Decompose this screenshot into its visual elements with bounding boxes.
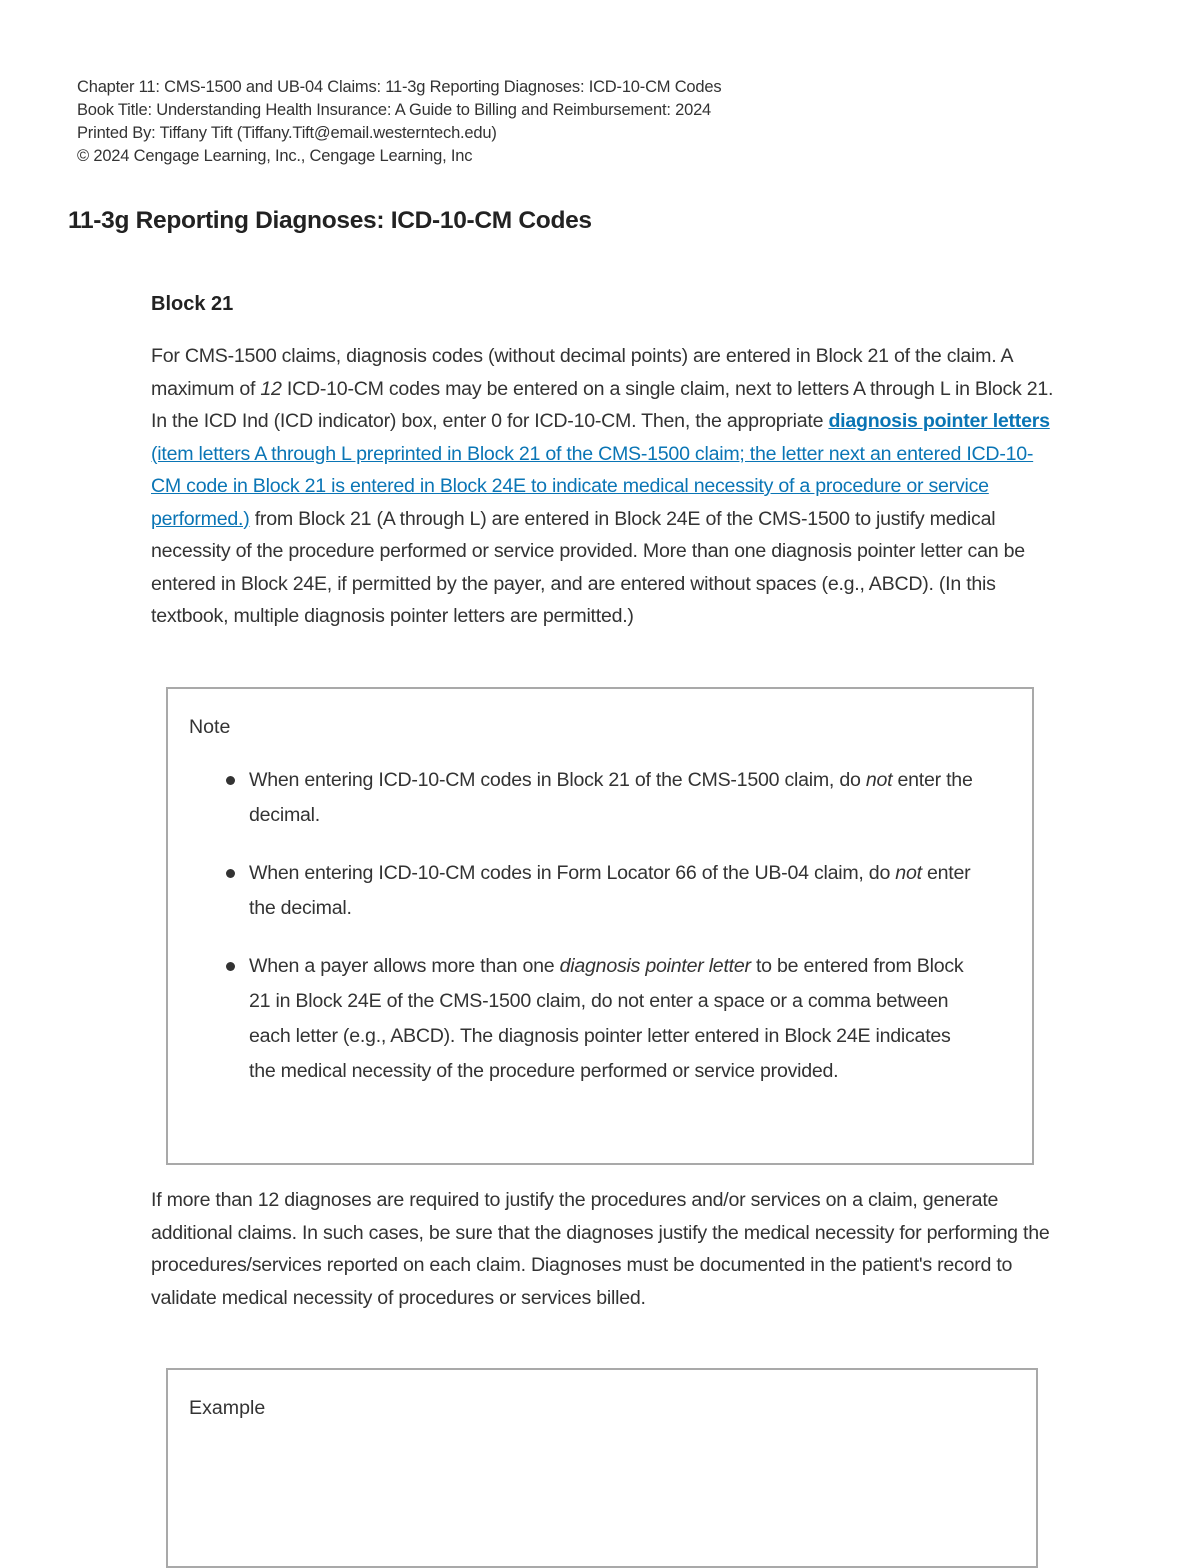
block-heading: Block 21 [151,293,234,315]
page-title: 11-3g Reporting Diagnoses: ICD-10-CM Codes [68,207,592,234]
example-box [166,1368,1038,1568]
note-item [189,856,979,926]
intro-paragraph [151,340,1056,633]
note-list [189,763,979,1112]
note-box [166,687,1034,1165]
printed-by-line: Printed By: Tiffany Tift (Tiffany.Tift@email.westerntech.edu) [77,124,497,142]
glossary-definition[interactable]: (item letters A through L preprinted in Block 21 of the CMS-1500 claim; the letter next an entered ICD-10-CM code in Block 21 is entered in Block 24E to indicate medical necessity of a procedure or service performed.) [151,442,1034,530]
note-item-text: When entering ICD-10-CM codes in Form Locator 66 of the UB-04 claim, do [249,862,896,884]
note-item [189,763,979,833]
bullet-icon [226,869,235,878]
copyright-line: © 2024 Cengage Learning, Inc., Cengage Learning, Inc [77,147,473,165]
intro-emphasis: 12 [260,377,282,400]
chapter-line: Chapter 11: CMS-1500 and UB-04 Claims: 11-3g Reporting Diagnoses: ICD-10-CM Codes [77,78,722,96]
intro-text-1: For CMS-1500 claims, diagnosis codes (without decimal points) are entered in Block 21 of the claim. A maximum of [151,345,1013,400]
intro-text-2: ICD-10-CM codes may be entered on a single claim, next to letters A through L in Block 21. In the ICD Ind (ICD indicator) box, enter 0 for ICD-10-CM. Then, the appropriate [151,377,1054,432]
note-item-text: When entering ICD-10-CM codes in Block 21 of the CMS-1500 claim, do [249,769,866,791]
note-item-text: When a payer allows more than one [249,955,560,977]
bullet-icon [226,962,235,971]
followup-paragraph: If more than 12 diagnoses are required to justify the procedures and/or services on a claim, generate additional claims. In such cases, be sure that the diagnoses justify the medical necessity for performing the procedures/services reported on each claim. Diagnoses must be documented in the patient's record to validate medical necessity of procedures or services billed. [151,1189,1050,1309]
note-item-emphasis: not [865,769,893,791]
note-item-emphasis: not [895,862,922,884]
example-label: Example [189,1397,266,1419]
print-header [77,76,721,168]
note-item-text: enter the decimal. [249,862,971,919]
note-item-emphasis: diagnosis pointer letter [559,955,751,977]
main-content [151,290,1056,633]
bullet-icon [226,776,235,785]
note-item-text: enter the decimal. [249,769,973,826]
note-item [189,949,979,1089]
book-title-line: Book Title: Understanding Health Insurance: A Guide to Billing and Reimbursement: 2024 [77,101,712,119]
note-label: Note [189,716,231,738]
note-item-text: to be entered from Block 21 in Block 24E of the CMS-1500 claim, do not enter a space or a comma between each letter (e.g., ABCD). The diagnosis pointer letter entered in Block 24E indicates the medical necessity of the procedure performed or service provided. [249,955,964,1082]
glossary-term[interactable]: diagnosis pointer letters [828,410,1050,432]
intro-text-3: from Block 21 (A through L) are entered in Block 24E of the CMS-1500 to justify medical necessity of the procedure performed or service provided. More than one diagnosis pointer letter can be entered in Block 24E, if permitted by the payer, and are entered without spaces (e.g., ABCD). (In this textbook, multiple diagnosis pointer letters are permitted.) [151,507,1025,627]
